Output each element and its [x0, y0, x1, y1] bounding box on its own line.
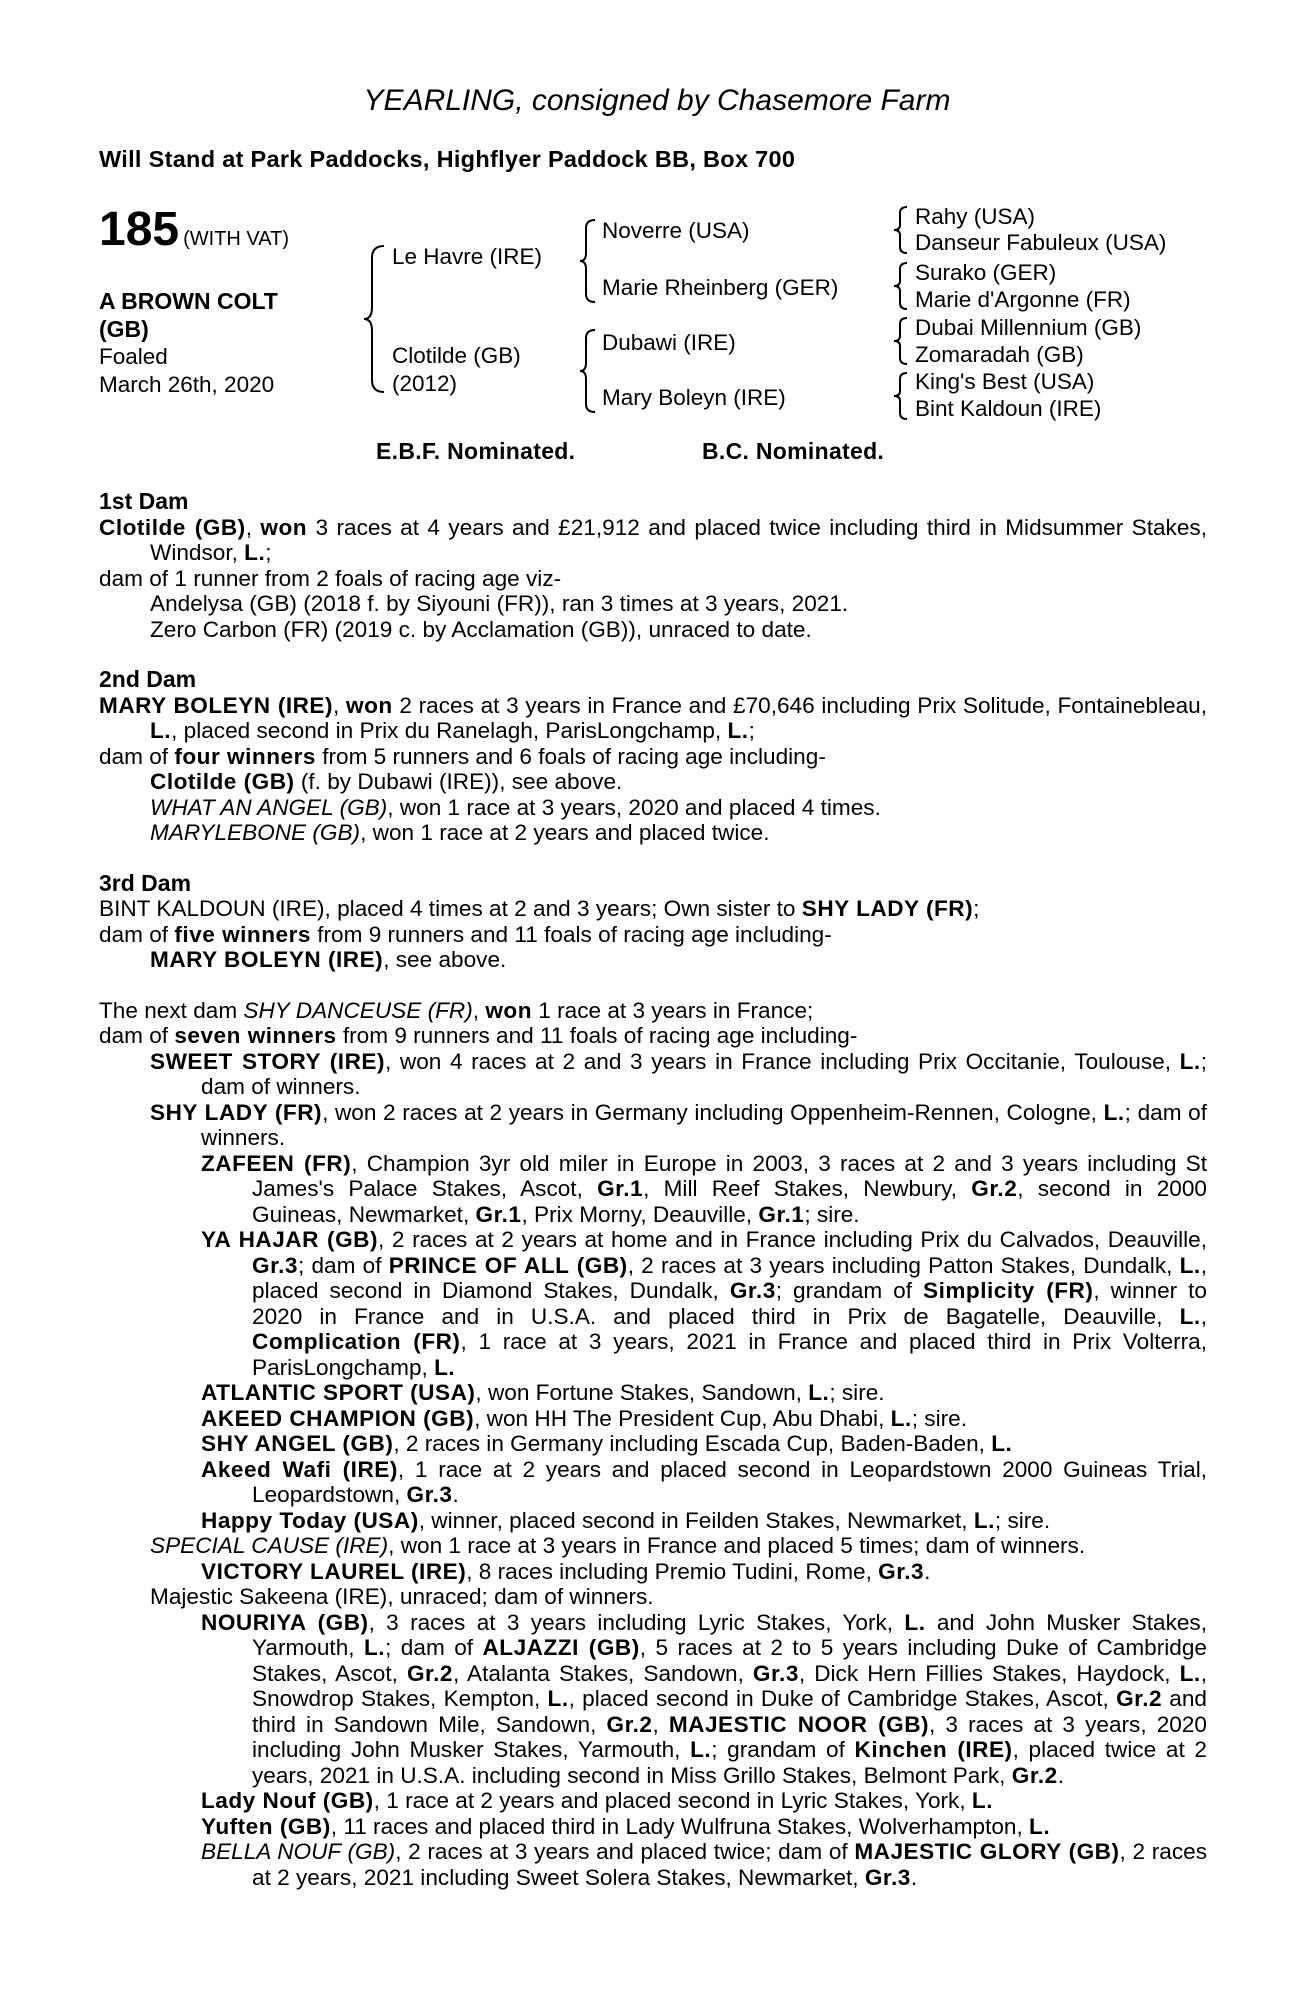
- bold-run: Gr.2: [606, 1711, 653, 1737]
- text-run: , second in 2000 Guineas, Newmarket,: [252, 1176, 1207, 1227]
- bc-nomination: B.C. Nominated.: [702, 438, 885, 464]
- bold-run: won: [485, 997, 532, 1023]
- text-run: , winner, placed second in Feilden Stakes, Newmarket,: [418, 1507, 974, 1533]
- text-run: , Prix Morny, Deauville,: [521, 1201, 759, 1227]
- text-run: , placed second in Prix du Ranelagh, ParisLongchamp,: [171, 718, 728, 743]
- bold-run: NOURIYA (GB): [201, 1609, 369, 1635]
- text-run: , 2 races in Germany including Escada Cup, Baden-Baden,: [393, 1431, 992, 1456]
- text-run: , 2 races at 3 years and placed twice; dam of: [395, 1839, 855, 1864]
- text-run: dam of: [99, 743, 175, 769]
- paragraph: [99, 744, 1207, 770]
- text-run: ; dam of winners.: [201, 1048, 1207, 1099]
- bold-run: L.: [727, 718, 749, 743]
- pedigree-g6: Zomaradah (GB): [915, 342, 1084, 367]
- bold-run: L.: [364, 1635, 386, 1660]
- paragraph: [99, 947, 1207, 973]
- bold-run: Gr.2: [406, 1660, 453, 1686]
- bold-run: Gr.3: [406, 1482, 453, 1507]
- bold-run: Gr.3: [864, 1864, 911, 1890]
- paragraph: [99, 566, 1207, 592]
- paragraph: [99, 1559, 1207, 1585]
- text-run: ; sire.: [911, 1405, 967, 1431]
- first-dam-heading: 1st Dam: [99, 488, 189, 514]
- bold-run: L.: [991, 1431, 1013, 1456]
- pedigree-brace-g4: [892, 371, 910, 421]
- pedigree-g2: Danseur Fabuleux (USA): [915, 230, 1167, 255]
- text-run: .: [1057, 1762, 1064, 1788]
- text-run: , see above.: [383, 947, 507, 972]
- bold-run: MAJESTIC GLORY (GB): [854, 1839, 1120, 1864]
- text-run: , 11 races and placed third in Lady Wulfruna Stakes, Wolverhampton,: [330, 1813, 1030, 1839]
- pedigree-g4: Marie d'Argonne (FR): [915, 287, 1131, 312]
- bold-run: L.: [890, 1405, 912, 1431]
- bold-run: won: [346, 692, 393, 718]
- pedigree-g3: Surako (GER): [915, 260, 1057, 285]
- pedigree-g5: Dubai Millennium (GB): [915, 315, 1142, 340]
- paragraph: [99, 1839, 1207, 1890]
- bold-run: L.: [244, 540, 266, 565]
- foaled-info: [99, 343, 274, 399]
- bold-run: Complication (FR): [252, 1329, 461, 1354]
- paragraph: [99, 693, 1207, 744]
- paragraph: [99, 998, 1207, 1024]
- text-run: dam of: [99, 921, 175, 947]
- bold-run: Gr.2: [1116, 1686, 1163, 1711]
- paragraph: [99, 1584, 1207, 1610]
- pedigree-dam-name: Clotilde (GB): [392, 343, 521, 368]
- lot-heading: [99, 202, 289, 257]
- pedigree-brace-g1: [892, 205, 910, 255]
- foaled-date: March 26th, 2020: [99, 372, 275, 397]
- bold-run: MARY BOLEYN (IRE): [150, 947, 384, 972]
- bold-run: Gr.3: [252, 1252, 298, 1278]
- text-run: ;: [265, 540, 272, 565]
- text-run: ; sire.: [804, 1201, 860, 1227]
- bold-run: ALJAZZI (GB): [482, 1635, 640, 1660]
- text-run: , 5 races at 2 to 5 years including Duke of Cambridge Stakes, Ascot,: [252, 1635, 1207, 1686]
- text-run: 3 races at 4 years and £21,912 and placed twice including third in Midsummer Stakes, Windsor,: [150, 514, 1207, 565]
- text-run: , won 2 races at 2 years in Germany including Oppenheim-Rennen, Cologne,: [322, 1099, 1104, 1125]
- bold-run: Gr.2: [1011, 1762, 1058, 1788]
- paragraph: [99, 1049, 1207, 1100]
- text-run: dam of: [99, 1023, 175, 1048]
- italic-run: WHAT AN ANGEL (GB): [150, 794, 388, 820]
- bold-run: Gr.3: [878, 1558, 925, 1584]
- text-run: (f. by Dubawi (IRE)), see above.: [294, 769, 623, 794]
- bold-run: L.: [1029, 1813, 1051, 1839]
- bold-run: L.: [547, 1686, 569, 1711]
- pedigree-sire: Le Havre (IRE): [392, 244, 543, 269]
- paragraph: [99, 1533, 1207, 1559]
- text-run: , Atalanta Stakes, Sandown,: [452, 1660, 753, 1686]
- paragraph: [99, 1151, 1207, 1228]
- text-run: from 5 runners and 6 foals of racing age including-: [315, 743, 826, 769]
- bold-run: ZAFEEN (FR): [201, 1150, 352, 1176]
- paragraph: [99, 1788, 1207, 1814]
- third-dam-heading: 3rd Dam: [99, 869, 192, 896]
- paragraph: [99, 617, 1207, 643]
- paragraph: [99, 1431, 1207, 1457]
- paragraph: [99, 795, 1207, 821]
- bold-run: L.: [1179, 1048, 1201, 1074]
- text-run: .: [452, 1482, 459, 1507]
- lot-vat: (WITH VAT): [183, 228, 289, 250]
- pedigree-brace-main: [362, 244, 388, 394]
- bold-run: Gr.2: [971, 1176, 1018, 1201]
- bold-run: L.: [1179, 1252, 1201, 1278]
- bold-run: L.: [971, 1788, 994, 1813]
- text-run: and third in Sandown Mile, Sandown,: [252, 1686, 1207, 1737]
- text-run: and John Musker Stakes, Yarmouth,: [252, 1609, 1208, 1660]
- pedigree-dam-dam: Mary Boleyn (IRE): [602, 385, 786, 410]
- text-run: , 1 race at 2 years and placed second in Leopardstown 2000 Guineas Trial, Leopardstown,: [252, 1456, 1208, 1507]
- pedigree-brace-dam: [578, 328, 598, 414]
- text-run: ,: [652, 1711, 669, 1737]
- text-run: ,: [333, 692, 347, 718]
- text-run: , 8 races including Premio Tudini, Rome,: [466, 1558, 879, 1584]
- bold-run: L.: [150, 718, 172, 743]
- paragraph: [99, 922, 1207, 948]
- text-run: , won 1 race at 3 years in France and placed 5 times; dam of winners.: [388, 1533, 1086, 1558]
- lot-description: [99, 287, 339, 343]
- bold-run: L.: [1179, 1660, 1201, 1686]
- text-run: , 3 races at 3 years, 2020 including John Musker Stakes, Yarmouth,: [252, 1711, 1207, 1762]
- paragraph: [99, 515, 1207, 566]
- bold-run: L.: [973, 1507, 995, 1533]
- text-run: ; grandam of: [775, 1278, 923, 1303]
- text-run: , placed second in Duke of Cambridge Stakes, Ascot,: [568, 1686, 1117, 1711]
- text-run: , 2 races at 2 years at home and in France including Prix du Calvados, Deauville,: [378, 1227, 1207, 1252]
- catalogue-body: [99, 489, 1207, 1890]
- text-run: Andelysa (GB) (2018 f. by Siyouni (FR)), ran 3 times at 3 years, 2021.: [150, 591, 849, 616]
- paragraph: [99, 1100, 1207, 1151]
- pedigree-brace-sire: [578, 218, 598, 304]
- paragraph: [99, 896, 1207, 922]
- ebf-nomination: E.B.F. Nominated.: [376, 438, 576, 464]
- pedigree-dam: [392, 342, 521, 398]
- bold-run: Simplicity (FR): [923, 1278, 1094, 1303]
- paragraph: [99, 591, 1207, 617]
- text-run: ,: [245, 514, 261, 540]
- text-run: ; dam of: [297, 1252, 389, 1278]
- text-run: dam of 1 runner from 2 foals of racing age viz-: [99, 565, 562, 591]
- bold-run: L.: [1103, 1099, 1125, 1125]
- text-run: 2 races at 3 years in France and £70,646 including Prix Solitude, Fontainebleau,: [392, 692, 1207, 718]
- bold-run: Gr.3: [729, 1278, 776, 1303]
- pedigree-dam-sire: Dubawi (IRE): [602, 330, 736, 355]
- bold-run: MAJESTIC NOOR (GB): [668, 1711, 930, 1737]
- text-run: ,: [1200, 1303, 1207, 1329]
- bold-run: SWEET STORY (IRE): [150, 1048, 385, 1074]
- pedigree-g7: King's Best (USA): [915, 369, 1095, 394]
- text-run: , Mill Reef Stakes, Newbury,: [643, 1176, 972, 1201]
- text-run: Majestic Sakeena (IRE), unraced; dam of winners.: [150, 1584, 654, 1609]
- text-run: , 1 race at 3 years, 2021 in France and placed third in Prix Volterra, ParisLongchamp,: [252, 1329, 1207, 1380]
- italic-run: MARYLEBONE (GB): [150, 820, 361, 845]
- pedigree-brace-g2: [892, 261, 910, 311]
- bold-run: Clotilde (GB): [150, 769, 295, 794]
- text-run: ;: [748, 718, 755, 743]
- bold-run: VICTORY LAUREL (IRE): [201, 1558, 467, 1584]
- bold-run: five winners: [174, 921, 311, 947]
- text-run: , 3 races at 3 years including Lyric Stakes, York,: [368, 1609, 905, 1635]
- bold-run: L.: [1179, 1303, 1201, 1329]
- bold-run: Yuften (GB): [201, 1813, 331, 1839]
- spacer: [99, 973, 1207, 998]
- paragraph: [99, 1380, 1207, 1406]
- pedigree-sire-sire: Noverre (USA): [602, 218, 750, 243]
- text-run: The next dam: [99, 997, 244, 1023]
- pedigree-sire-dam: Marie Rheinberg (GER): [602, 275, 839, 300]
- spacer: [99, 642, 1207, 667]
- text-run: ; sire.: [829, 1380, 885, 1405]
- text-run: , 2 races at 2 years, 2021 including Sweet Solera Stakes, Newmarket,: [252, 1839, 1207, 1890]
- text-run: from 9 runners and 11 foals of racing age including-: [336, 1023, 858, 1048]
- bold-run: SHY ANGEL (GB): [201, 1431, 394, 1456]
- text-run: from 9 runners and 11 foals of racing age including-: [310, 921, 832, 947]
- italic-run: SPECIAL CAUSE (IRE): [150, 1533, 389, 1558]
- bold-run: L.: [808, 1380, 830, 1405]
- pedigree-g8: Bint Kaldoun (IRE): [915, 396, 1102, 421]
- paragraph: [99, 1814, 1207, 1840]
- lot-description-line2: (GB): [99, 316, 149, 342]
- text-run: BINT KALDOUN (IRE), placed 4 times at 2 and 3 years; Own sister to: [99, 896, 802, 921]
- page-title: YEARLING, consigned by Chasemore Farm: [363, 84, 951, 117]
- foaled-label: Foaled: [99, 344, 168, 369]
- spacer: [99, 846, 1207, 871]
- text-run: , won HH The President Cup, Abu Dhabi,: [474, 1405, 891, 1431]
- bold-run: Gr.1: [758, 1201, 805, 1227]
- italic-run: BELLA NOUF (GB): [201, 1839, 396, 1864]
- text-run: Zero Carbon (FR) (2019 c. by Acclamation (GB)), unraced to date.: [150, 616, 812, 642]
- bold-run: ATLANTIC SPORT (USA): [201, 1380, 476, 1405]
- bold-run: L.: [434, 1354, 456, 1380]
- bold-run: PRINCE OF ALL (GB): [388, 1252, 628, 1278]
- text-run: , won 1 race at 2 years and placed twice.: [360, 820, 770, 845]
- paragraph: [99, 1023, 1207, 1049]
- bold-run: Gr.1: [475, 1201, 522, 1227]
- bold-run: SHY LADY (FR): [801, 896, 974, 921]
- bold-run: Clotilde (GB): [99, 514, 246, 540]
- bold-run: Happy Today (USA): [201, 1507, 419, 1533]
- paragraph: [99, 1457, 1207, 1508]
- text-run: , placed second in Diamond Stakes, Dundalk,: [252, 1252, 1207, 1303]
- text-run: ; dam of winners.: [201, 1099, 1207, 1150]
- text-run: , Dick Hern Fillies Stakes, Haydock,: [798, 1660, 1180, 1686]
- paragraph: [99, 1508, 1207, 1534]
- pedigree-dam-year: (2012): [392, 371, 458, 396]
- text-run: , winner to 2020 in France and in U.S.A. and placed third in Prix de Bagatelle, Deauville,: [252, 1278, 1208, 1329]
- lot-description-line1: A BROWN COLT: [99, 288, 278, 314]
- bold-run: won: [260, 514, 308, 540]
- text-run: .: [924, 1558, 931, 1584]
- bold-run: Kinchen (IRE): [854, 1737, 1013, 1762]
- bold-run: four winners: [174, 743, 316, 769]
- bold-run: seven winners: [174, 1023, 337, 1048]
- text-run: ; sire.: [994, 1507, 1051, 1533]
- bold-run: MARY BOLEYN (IRE): [99, 692, 334, 718]
- bold-run: Gr.3: [752, 1660, 799, 1686]
- text-run: ,: [472, 997, 486, 1023]
- bold-run: Gr.1: [597, 1176, 644, 1201]
- text-run: .: [910, 1864, 918, 1890]
- bold-run: L.: [904, 1609, 926, 1635]
- text-run: ;: [973, 896, 980, 921]
- paragraph: [99, 769, 1207, 795]
- text-run: ; dam of: [385, 1635, 483, 1660]
- text-run: , placed twice at 2 years, 2021 in U.S.A. including second in Miss Grillo Stakes, Belmont Park,: [252, 1737, 1207, 1788]
- bold-run: SHY LADY (FR): [150, 1099, 323, 1125]
- text-run: 1 race at 3 years in France;: [532, 997, 814, 1023]
- paragraph: [99, 1610, 1207, 1789]
- second-dam-heading: 2nd Dam: [99, 666, 197, 692]
- text-run: , 2 races at 3 years including Patton Stakes, Dundalk,: [627, 1252, 1180, 1278]
- pedigree-g1: Rahy (USA): [915, 204, 1036, 229]
- text-run: , won 4 races at 2 and 3 years in France including Prix Occitanie, Toulouse,: [384, 1048, 1180, 1074]
- lot-number: 185: [99, 203, 180, 256]
- text-run: , won Fortune Stakes, Sandown,: [475, 1380, 809, 1405]
- paragraph: [99, 1406, 1207, 1432]
- text-run: , won 1 race at 3 years, 2020 and placed 4 times.: [387, 794, 881, 820]
- stand-location: Will Stand at Park Paddocks, Highflyer Paddock BB, Box 700: [99, 146, 796, 172]
- bold-run: L.: [690, 1737, 712, 1762]
- bold-run: AKEED CHAMPION (GB): [201, 1405, 475, 1431]
- paragraph: [99, 820, 1207, 846]
- bold-run: YA HAJAR (GB): [201, 1227, 378, 1252]
- pedigree-brace-g3: [892, 316, 910, 366]
- bold-run: Akeed Wafi (IRE): [201, 1456, 398, 1482]
- text-run: , Snowdrop Stakes, Kempton,: [252, 1660, 1207, 1711]
- text-run: ; grandam of: [711, 1737, 855, 1762]
- text-run: , 1 race at 2 years and placed second in Lyric Stakes, York,: [373, 1788, 972, 1813]
- text-run: , Champion 3yr old miler in Europe in 2003, 3 races at 2 and 3 years including St James's Palace Stakes, Ascot,: [252, 1150, 1207, 1201]
- paragraph: [99, 1227, 1207, 1380]
- italic-run: SHY DANCEUSE (FR): [243, 997, 473, 1023]
- bold-run: Lady Nouf (GB): [201, 1788, 374, 1813]
